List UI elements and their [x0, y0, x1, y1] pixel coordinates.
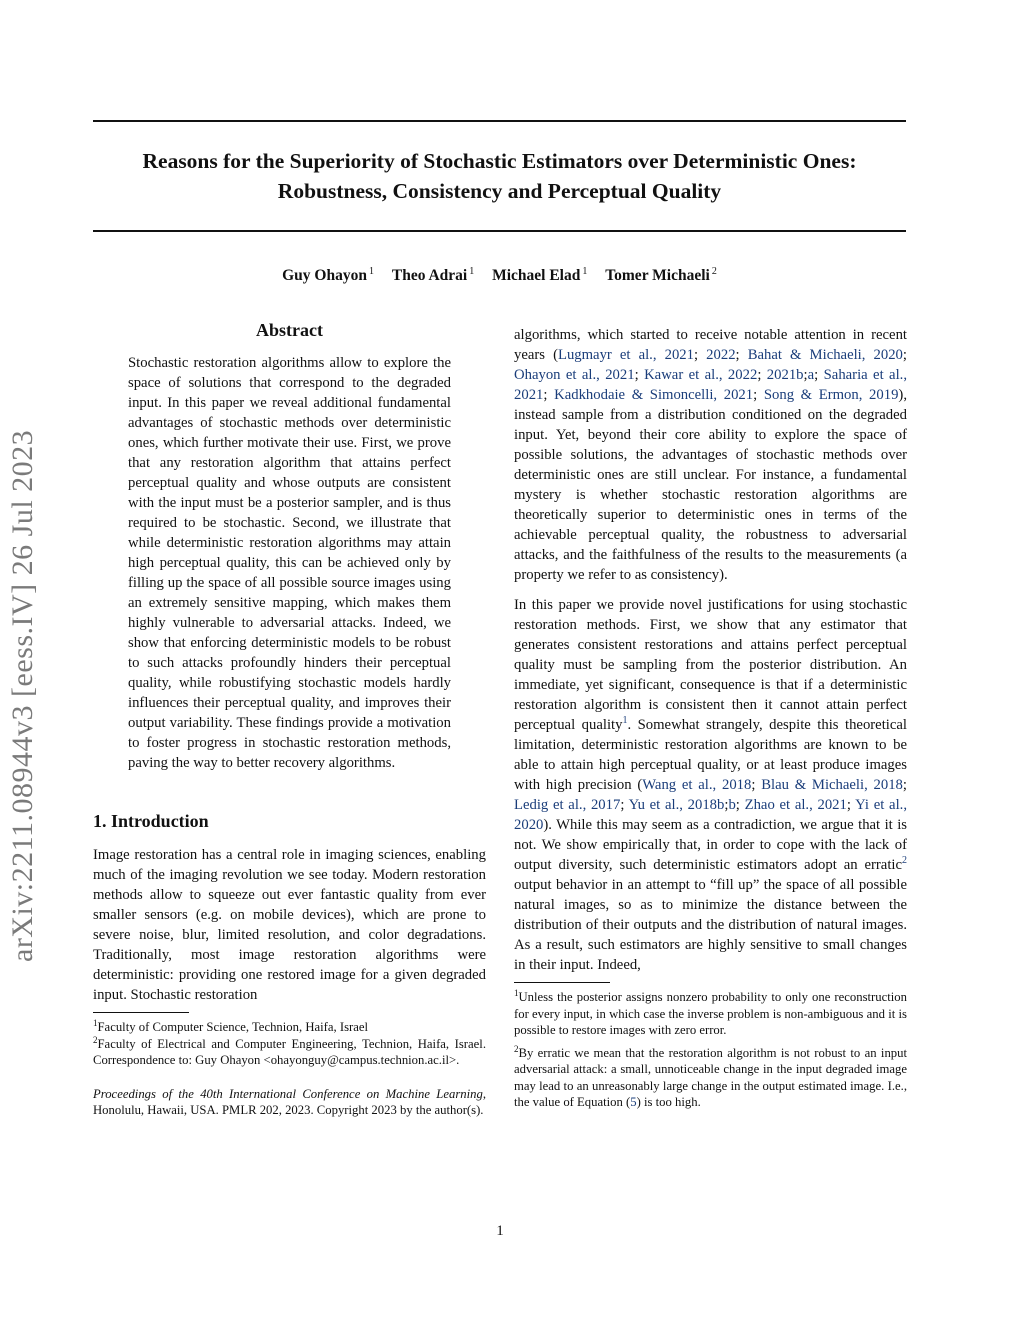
- arxiv-stamp: arXiv:2211.08944v3 [eess.IV] 26 Jul 2023: [6, 429, 39, 962]
- citation-link[interactable]: Zhao et al., 2021: [744, 797, 847, 813]
- affiliation-mark: 1: [582, 266, 588, 277]
- citation-link[interactable]: Song & Ermon, 2019: [763, 387, 899, 403]
- paper-title: [93, 146, 906, 206]
- citation-link[interactable]: a: [807, 367, 815, 383]
- affiliation-mark: 1: [368, 266, 374, 277]
- citation-link[interactable]: Kawar et al., 2022: [644, 367, 758, 383]
- citation-link[interactable]: Lugmayr et al., 2021: [557, 347, 694, 363]
- title-line-1: Reasons for the Superiority of Stochastic Estimators over Deterministic Ones:: [142, 149, 857, 173]
- affiliation-mark: 2: [711, 266, 717, 277]
- footnote-rule: [514, 982, 610, 983]
- affiliation-mark: 1: [469, 266, 475, 277]
- title-rule-top: [93, 120, 906, 122]
- citation-link[interactable]: Yi et al., 2020: [514, 797, 907, 833]
- section-heading-introduction: 1. Introduction: [93, 811, 209, 831]
- equation-link[interactable]: 5: [630, 1095, 637, 1109]
- intro-paragraph-2: algorithms, which started to receive notable attention in recent years (Lugmayr et al., 2021; 2022; Bahat & Michaeli, 2020; Ohayon et al., 2021; Kawar et al., 2022; 2021b;a; Saharia et al., 2021; Kadkhodaie & Simoncelli, 2021; Song & Ermon, 2019), instead sample from a distribution conditioned on the degraded input. Yet, beyond their core ability to explore the space of possible solutions, the advantages of stochastic methods over deterministic ones are still unclear. For instance, a fundamental mystery is whether stochastic restoration algorithms are theoretically superior to deterministic ones in terms of the achievable perceptual quality, the robustness to adversarial attacks, and the faithfulness of the results to the measurements (a property we refer to as consistency).: [514, 327, 907, 583]
- citation-link[interactable]: 2021b: [766, 367, 804, 383]
- right-column: [514, 325, 907, 1111]
- title-rule-bottom: [93, 230, 906, 232]
- affiliation-footnote-1: $^1$Faculty of Computer Science, Technion, Haifa, Israel: [93, 1018, 369, 1034]
- citation-link[interactable]: Saharia et al., 2021: [514, 367, 907, 403]
- author-list: [93, 266, 906, 285]
- footnote-rule: [93, 1012, 189, 1013]
- citation-link[interactable]: b: [728, 797, 736, 813]
- affiliation-footnote-2: $^2$Faculty of Electrical and Computer Engineering, Technion, Haifa, Israel. Correspondence to: Guy Ohayon <ohayonguy@campus.technion.ac.il>.: [93, 1034, 486, 1067]
- left-column: [93, 320, 486, 1119]
- footnote-1: $^1$Unless the posterior assigns nonzero probability to only one reconstruction for every input, in which case the inverse problem is non-ambiguous and it is possible to restore images with zero error.: [514, 988, 907, 1037]
- intro-paragraph-3: In this paper we provide novel justifications for using stochastic restoration methods. First, we show that any estimator that generates consistent restorations and attains perfect perceptual quality must be sampling from the posterior distribution. An immediate, yet significant, consequence is that if a deterministic restoration algorithm is consistent then it cannot attain perfect perceptual quality$^1$. Somewhat strangely, despite this theoretical limitation, deterministic restoration algorithms are known to be able to attain high perceptual quality, or at least produce images with high precision (Wang et al., 2018; Blau & Michaeli, 2018; Ledig et al., 2017; Yu et al., 2018b;b; Zhao et al., 2021; Yi et al., 2020). While this may seem as a contradiction, we argue that it is not. We show empirically that, in order to cope with the lack of output diversity, such deterministic estimators adopt an erratic$^2$ output behavior in an attempt to “fill up” the space of all possible natural images, so as to minimize the distance between the distribution of their outputs and the distribution of natural images. As a result, such estimators are highly sensitive to small changes in their input. Indeed,: [514, 597, 907, 973]
- footnote-2: $^2$By erratic we mean that the restoration algorithm is not robust to an input adversarial attack: a small, unnoticeable change in the input degraded image may lead to an unreasonably large change in the output estimated image. I.e., the value of Equation (5) is too high.: [514, 1043, 907, 1109]
- citation-link[interactable]: Yu et al., 2018b: [628, 797, 725, 813]
- citation-link[interactable]: Ledig et al., 2017: [514, 797, 621, 813]
- proceedings-note: Proceedings of the 40th International Conference on Machine Learning, Honolulu, Hawaii, USA. PMLR 202, 2023. Copyright 2023 by the author(s).: [93, 1086, 486, 1117]
- citation-link[interactable]: 2022: [706, 347, 736, 363]
- citation-link[interactable]: Bahat & Michaeli, 2020: [747, 347, 903, 363]
- abstract-text: Stochastic restoration algorithms allow to explore the space of solutions that correspond to the degraded input. In this paper we reveal additional fundamental advantages of stochastic methods over deterministic ones, which further motivate their use. First, we prove that any restoration algorithm that attains perfect perceptual quality and whose outputs are consistent with the input must be a posterior sampler, and is thus required to be stochastic. Second, we illustrate that while deterministic restoration algorithms may attain high perceptual quality, this can be achieved only by filling up the space of all possible source images using an extremely sensitive mapping, which makes them highly vulnerable to adversarial attacks. Indeed, we show that enforcing deterministic models to be robust to such attacks profoundly hinders their perceptual quality, while robustifying stochastic models hardly influences their perceptual quality, and improves their output variability. These findings provide a motivation to foster progress in stochastic restoration methods, paving the way to better recovery algorithms.: [128, 355, 451, 771]
- citation-link[interactable]: Wang et al., 2018: [642, 777, 752, 793]
- footnote-link[interactable]: 2: [902, 855, 907, 866]
- citation-link[interactable]: Kadkhodaie & Simoncelli, 2021: [554, 387, 754, 403]
- author: Tomer Michaeli $^2$: [605, 266, 717, 284]
- page-number: 1: [496, 1223, 504, 1239]
- title-line-2: Robustness, Consistency and Perceptual Quality: [277, 179, 722, 203]
- author: Theo Adrai $^1$: [391, 266, 475, 284]
- citation-link[interactable]: Ohayon et al., 2021: [514, 367, 635, 383]
- citation-link[interactable]: Blau & Michaeli, 2018: [761, 777, 903, 793]
- author: Michael Elad $^1$: [492, 266, 588, 284]
- footnote-link[interactable]: 1: [622, 715, 628, 726]
- author: Guy Ohayon $^1$: [282, 266, 374, 284]
- abstract-heading: Abstract: [256, 320, 323, 340]
- intro-paragraph-1: Image restoration has a central role in imaging sciences, enabling much of the imaging revolution we see today. Modern restoration methods allow to squeeze out ever fantastic quality from ever smaller sensors (e.g. on mobile devices), which are prone to severe noise, blur, limited resolution, and color degradations. Traditionally, most image restoration algorithms were deterministic: providing one restored image for a given degraded input. Stochastic restoration: [93, 847, 486, 1003]
